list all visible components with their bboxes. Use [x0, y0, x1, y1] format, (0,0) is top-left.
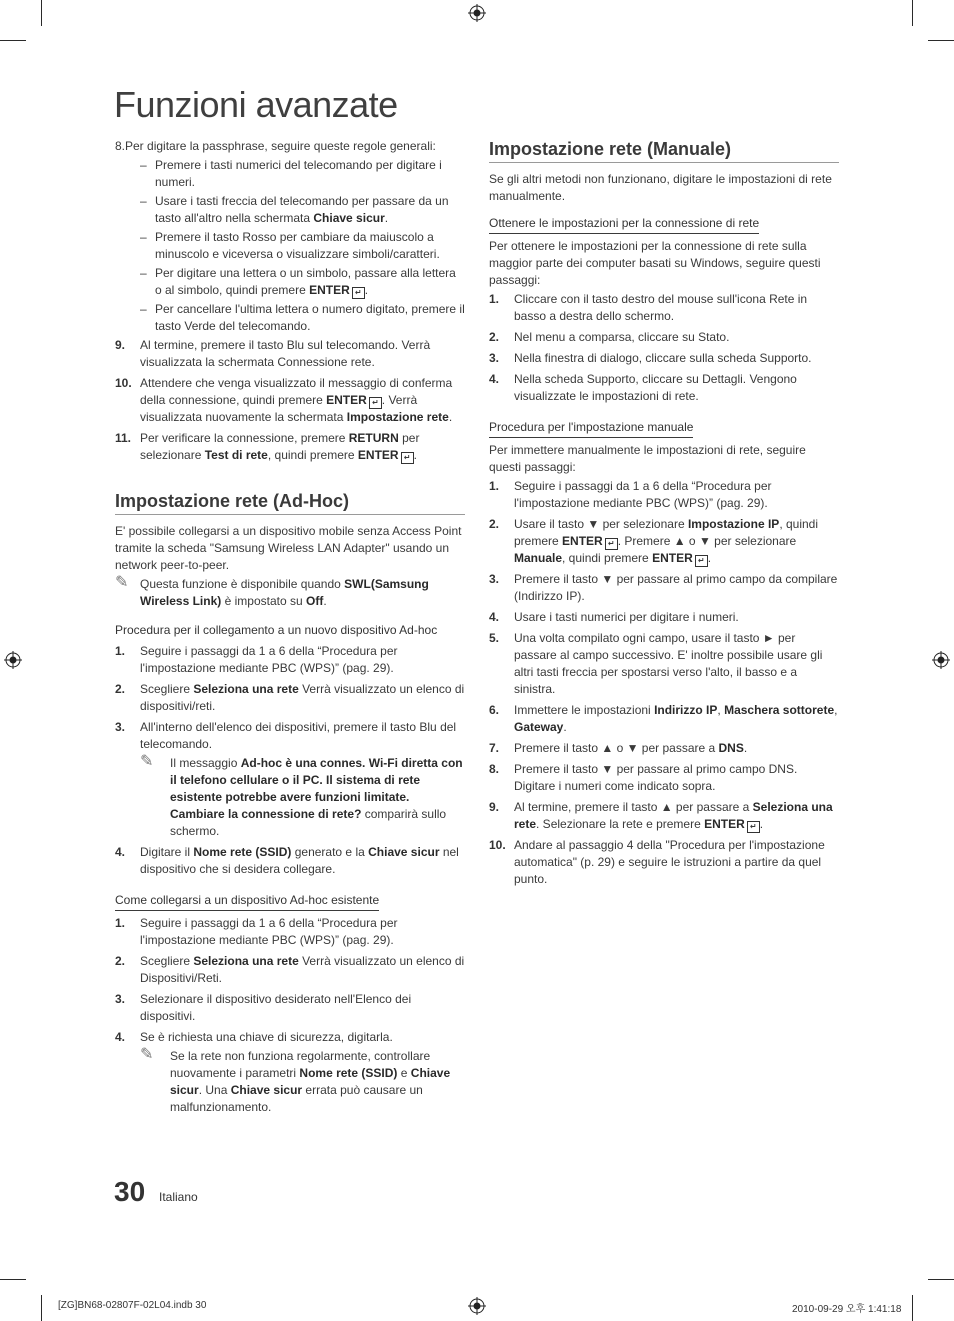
adhoc-intro: E' possibile collegarsi a un dispositivo mobile senza Access Point tramite la scheda "Samsung Wireless LAN Adapter" usando un network peer-to-peer. [115, 524, 462, 572]
manual-heading: Impostazione rete (Manuale) [489, 138, 839, 163]
list-item: 9. Al termine, premere il tasto ▲ per passare a Seleziona una rete. Selezionare la rete e premere ENTER ↵ . [489, 800, 833, 831]
footer-date: 2010-09-29 오후 1:41:18 [792, 1304, 902, 1315]
right-column [489, 138, 839, 892]
pencil-note-icon: ✎ [115, 574, 129, 591]
manual-intro: Se gli altri metodi non funzionano, digitare le impostazioni di rete manualmente. [489, 172, 832, 203]
manual-procedure-intro: Per immettere manualmente le impostazioni di rete, seguire questi passaggi: [489, 443, 806, 474]
crop-mark [0, 40, 26, 41]
enter-key-icon: ↵ [352, 287, 365, 299]
list-item: 4. Usare i tasti numerici per digitare i numeri. [489, 610, 739, 624]
list-item: 6. Immettere le impostazioni Indirizzo IP, Maschera sottorete, Gateway. [489, 703, 838, 734]
list-item: 3. Selezionare il dispositivo desiderato nell'Elenco dei dispositivi. [115, 992, 412, 1023]
list-item: 2. Nel menu a comparsa, cliccare su Stato. [489, 330, 730, 344]
pencil-note-icon: ✎ [140, 753, 154, 770]
obtain-settings-heading: Ottenere le impostazioni per la connessione di rete [489, 215, 759, 234]
enter-key-icon: ↵ [747, 821, 760, 833]
list-item: 8. Premere il tasto ▼ per passare al primo campo DNS. Digitare i numeri come indicato sopra. [489, 762, 798, 793]
new-device-heading: Procedura per il collegamento a un nuovo dispositivo Ad-hoc [115, 623, 438, 637]
registration-mark-icon [4, 651, 22, 669]
list-item: 2. Scegliere Seleziona una rete Verrà visualizzato un elenco di dispositivi/reti. [115, 682, 465, 713]
list-item: 1. Seguire i passaggi da 1 a 6 della “Procedura per l'impostazione mediante PBC (WPS)” (pag. 29). [115, 916, 398, 947]
list-item: – Usare i tasti freccia del telecomando per passare da un tasto all'altro nella schermata Chiave sicur. [140, 194, 449, 225]
obtain-steps [489, 291, 839, 405]
list-item: – Premere il tasto Rosso per cambiare da maiuscolo a minuscolo e viceversa o visualizzare simboli/caratteri. [140, 230, 440, 261]
crop-mark [41, 0, 42, 26]
crop-mark [928, 40, 954, 41]
existing-device-heading: Come collegarsi a un dispositivo Ad-hoc esistente [115, 892, 379, 911]
list-item: 11. Per verificare la connessione, premere RETURN per selezionare Test di rete, quindi premere ENTER ↵ . [115, 431, 420, 462]
crop-mark [912, 0, 913, 26]
new-device-steps [115, 643, 465, 878]
new-device-note: ✎ Il messaggio Ad-hoc è una connes. Wi-Fi diretta con il telefono cellulare o il PC. Il sistema di rete esistente potrebbe avere funzioni limitate. Cambiare la connessione di rete? comparirà sullo schermo. [140, 753, 463, 838]
passphrase-rules [115, 157, 465, 335]
step-list [115, 337, 465, 464]
list-item: 9. Al termine, premere il tasto Blu sul telecomando. Verrà visualizzata la schermata Connessione rete. [115, 338, 431, 369]
manual-steps [489, 478, 839, 888]
list-item: – Per cancellare l'ultima lettera o numero digitato, premere il tasto Verde del telecomando. [140, 302, 465, 333]
adhoc-heading: Impostazione rete (Ad-Hoc) [115, 490, 465, 515]
crop-mark [0, 1279, 26, 1280]
page-number: 30 [114, 1176, 146, 1207]
list-item: 7. Premere il tasto ▲ o ▼ per passare a DNS. [489, 741, 748, 755]
list-item: 3. Nella finestra di dialogo, cliccare sulla scheda Supporto. [489, 351, 812, 365]
enter-key-icon: ↵ [369, 397, 382, 409]
registration-mark-icon [468, 4, 486, 22]
crop-mark [912, 1295, 913, 1321]
footer-file-name: [ZG]BN68-02807F-02L04.indb 30 [58, 1300, 207, 1311]
enter-key-icon: ↵ [605, 538, 618, 550]
list-item: 4. Nella scheda Supporto, cliccare su Dettagli. Vengono visualizzate le impostazioni di rete. [489, 372, 797, 403]
list-item: 1. Seguire i passaggi da 1 a 6 della “Procedura per l'impostazione mediante PBC (WPS)” (pag. 29). [489, 479, 772, 510]
list-item: 10. Attendere che venga visualizzato il messaggio di conferma della connessione, quindi premere ENTER ↵ . Verrà visualizzata nuovamente la schermata Impostazione rete. [115, 376, 453, 424]
registration-mark-icon [932, 651, 950, 669]
list-item: 4. Digitare il Nome rete (SSID) generato e la Chiave sicur nel dispositivo che si desidera collegare. [115, 845, 459, 876]
adhoc-note: ✎ Questa funzione è disponibile quando SWL(Samsung Wireless Link) è impostato su Off. [115, 574, 429, 608]
list-item: 2. Scegliere Seleziona una rete Verrà visualizzato un elenco di Dispositivi/Reti. [115, 954, 465, 985]
obtain-intro: Per ottenere le impostazioni per la connessione di rete sulla maggior parte dei computer basati su Windows, seguire questi passaggi: [489, 239, 821, 287]
crop-mark [928, 1279, 954, 1280]
enter-key-icon: ↵ [401, 452, 414, 464]
step8-intro: 8.Per digitare la passphrase, seguire queste regole generali: [115, 139, 436, 153]
list-item: 3. Premere il tasto ▼ per passare al primo campo da compilare (Indirizzo IP). [489, 572, 838, 603]
existing-device-steps [115, 915, 465, 1116]
pencil-note-icon: ✎ [140, 1046, 154, 1063]
enter-key-icon: ↵ [695, 555, 708, 567]
list-item: 10. Andare al passaggio 4 della "Procedura per l'impostazione automatica" (p. 29) e seguire le istruzioni a partire da quel punto. [489, 838, 825, 886]
list-item: 2. Usare il tasto ▼ per selezionare Impostazione IP, quindi premere ENTER ↵ . Premere ▲ o ▼ per selezionare Manuale, quindi premere ENTER ↵ . [489, 517, 819, 565]
manual-procedure-heading: Procedura per l'impostazione manuale [489, 419, 693, 438]
list-item: 4. Se è richiesta una chiave di sicurezza, digitarla. ✎ Se la rete non funziona regolarmente, controllare nuovamente i parametri Nome rete (SSID) e Chiave sicur. Una Chiave sicur errata può causare un malfunzionamento. [115, 1029, 465, 1116]
language-label: Italiano [159, 1190, 198, 1204]
list-item: 5. Una volta compilato ogni campo, usare il tasto ► per passare al campo successivo. E' inoltre possibile usare gli altri tasti freccia per spostarsi verso l'alto, il basso e a sinistra. [489, 631, 823, 696]
page-title: Funzioni avanzate [114, 84, 398, 125]
left-column [115, 138, 465, 1120]
list-item: 3. All'interno dell'elenco dei dispositivi, premere il tasto Blu del telecomando. ✎ Il messaggio Ad-hoc è una connes. Wi-Fi diretta con il telefono cellulare o il PC. Il sistema di rete esistente potrebbe avere funzioni limitate. Cambiare la connessione di rete? comparirà sullo schermo. [115, 719, 465, 840]
list-item: 1. Seguire i passaggi da 1 a 6 della “Procedura per l'impostazione mediante PBC (WPS)” (pag. 29). [115, 644, 398, 675]
list-item: – Per digitare una lettera o un simbolo, passare alla lettera o al simbolo, quindi premere ENTER ↵ . [140, 266, 456, 297]
registration-mark-icon [468, 1297, 486, 1315]
existing-device-note: ✎ Se la rete non funziona regolarmente, controllare nuovamente i parametri Nome rete (SSID) e Chiave sicur. Una Chiave sicur errata può causare un malfunzionamento. [140, 1046, 451, 1114]
list-item: 1. Cliccare con il tasto destro del mouse sull'icona Rete in basso a destra dello schermo. [489, 292, 808, 323]
list-item: – Premere i tasti numerici del telecomando per digitare i numeri. [140, 158, 442, 189]
crop-mark [41, 1295, 42, 1321]
